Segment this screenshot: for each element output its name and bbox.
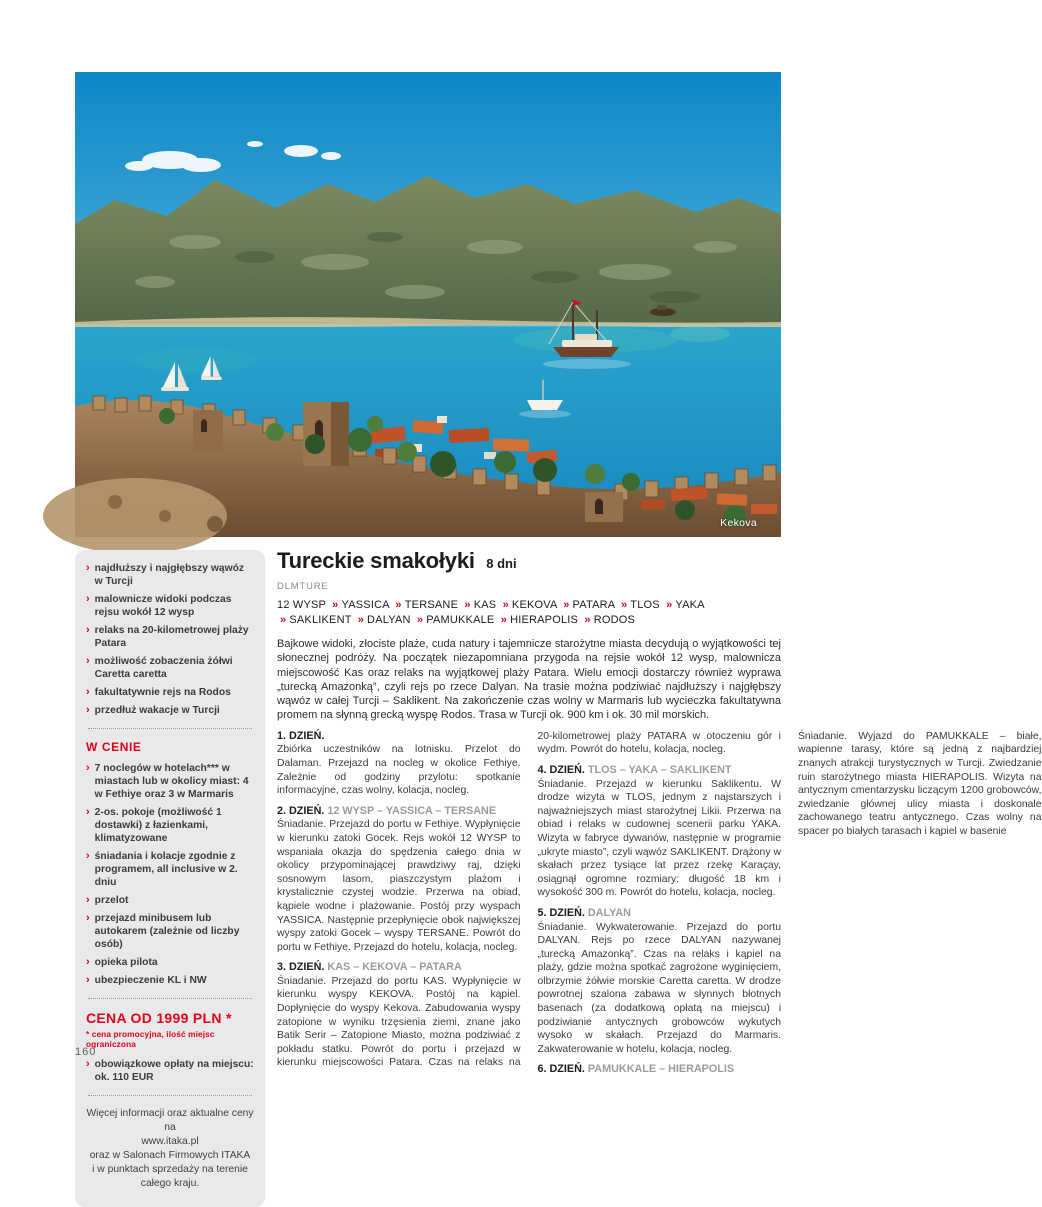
chevron-bullet-icon: › xyxy=(86,806,90,818)
chevron-bullet-icon: › xyxy=(86,894,90,906)
dotted-divider xyxy=(88,1095,252,1096)
tour-code: DLMTURE xyxy=(277,581,329,592)
chevron-bullet-icon: › xyxy=(86,655,90,667)
highlight-text: malownicze widoki podczas rejsu wokół 12 wysp xyxy=(94,594,232,618)
route-item: » PATARA xyxy=(560,599,614,611)
info-line-url: www.itaka.pl xyxy=(141,1136,199,1147)
highlight-item xyxy=(86,655,254,681)
itinerary xyxy=(277,729,1042,1084)
route-item: » HIERAPOLIS xyxy=(498,614,578,626)
kekova-photo-illustration xyxy=(75,72,781,537)
route-item: » DALYAN xyxy=(355,614,411,626)
day-body: Śniadanie. Przejazd w kierunku Saklikentu. W drodze wizyta w TLOS, jednym z najstarszych i najważniejszych miast starożytnej Likii. Przerwa na obiad i relaks w cudownej scenerii parku YAKA. Wizyta w fabryce dywanów, następnie w programie „ukryte miasto”, czyli wąwóz SAKLIKENT. Drążony w skałach przez tysiące lat przez rzekę Karaçay, osiągnął ogromne rozmiary: długość 18 km i wysokość 300 m. Powrót do hotelu, kolacja, nocleg. xyxy=(537,778,781,899)
chevron-bullet-icon: › xyxy=(86,593,90,605)
chevron-bullet-icon: › xyxy=(86,762,90,774)
route-item: » YAKA xyxy=(663,599,704,611)
day-heading: 3. DZIEŃ. KAS – KEKOVA – PATARA xyxy=(277,961,462,974)
w-cenie-item xyxy=(86,912,254,951)
w-cenie-item xyxy=(86,806,254,845)
route-separator: » xyxy=(502,599,509,611)
intro-paragraph: Bajkowe widoki, złociste plaże, cuda natury i tajemnicze starożytne miasta decydują o wyjątkowości tej słonecznej podróży. Na początek niezapomniana przygoda na rejsie wokół 12 wysp, malownicza miejscowość Kas oraz relaks na wyjątkowej plaży Patara. Wielu emocji dostarczy również wyprawa „turecką Amazonką”, czyli rejs po rzece Dalyan. Na trasie można podziwiać najdłuższy i najgłębszy wąwóz w całej Turcji – Saklikent. Na zakończenie czas wolny w Marmaris lub wycieczka fakultatywna promem na słynną grecką wyspę Rodos. Trasa w Turcji ok. 900 km i ok. 30 mil morskich. xyxy=(277,638,781,722)
route-item: » KEKOVA xyxy=(500,599,557,611)
highlight-text: możliwość zobaczenia żółwi Caretta caretta xyxy=(94,656,233,680)
day-body: Śniadanie. Wykwaterowanie. Przejazd do portu DALYAN. Rejs po rzece DALYAN nazywanej „turecką Amazonką”. Czas na relaks i kąpiel na plaży, gdzie można spotkać zagrożone wyginięciem, olbrzymie żółwie morskie Caretta caretta. W drodze powrotnej szalona zabawa w słynnych błotnych basenach (za dodatkową opłatą na miejscu) i podziwianie antycznych grobowców wykutych wysoko w skałach. Przejazd do Marmaris. Zakwaterowanie w hotelu, kolacja, nocleg. xyxy=(537,921,781,1055)
title-row xyxy=(277,549,781,576)
w-cenie-list xyxy=(86,762,254,987)
route-separator: » xyxy=(395,599,402,611)
day-body: Zbiórka uczestników na lotnisku. Przelot do Dalaman. Przejazd na nocleg w okolice Fethiye. Zależnie od godziny przylotu: spotkanie informacyjne, czas wolny, kolacja, nocleg. xyxy=(277,744,521,797)
day-heading: 4. DZIEŃ. TLOS – YAKA – SAKLIKENT xyxy=(537,763,732,776)
route-item: » SAKLIKENT xyxy=(277,614,351,626)
route-separator: » xyxy=(500,614,508,626)
chevron-bullet-icon: › xyxy=(86,704,90,716)
route-item: » YASSICA xyxy=(329,599,389,611)
route-separator: » xyxy=(464,599,471,611)
day-route: TLOS – YAKA – SAKLIKENT xyxy=(587,763,732,776)
extra-fee-text: obowiązkowe opłaty na miejscu: ok. 110 EUR xyxy=(94,1059,254,1083)
tour-title: Tureckie smakołyki xyxy=(277,548,475,573)
dotted-divider xyxy=(88,728,252,729)
day-route: DALYAN xyxy=(587,906,631,919)
info-line: oraz w Salonach Firmowych ITAKA xyxy=(89,1150,251,1161)
w-cenie-text: śniadania i kolacje zgodnie z programem, all inclusive w 2. dniu xyxy=(94,851,238,888)
w-cenie-item xyxy=(86,762,254,801)
day-heading: 5. DZIEŃ. DALYAN xyxy=(537,906,631,919)
w-cenie-text: przejazd minibusem lub autokarem (zależnie od liczby osób) xyxy=(94,913,240,950)
route-item: » TLOS xyxy=(618,599,660,611)
info-box xyxy=(86,1107,254,1191)
highlight-item xyxy=(86,686,254,699)
route-separator: » xyxy=(332,599,339,611)
w-cenie-text: 2-os. pokoje (możliwość 1 dostawki) z łazienkami, klimatyzowane xyxy=(94,807,222,844)
w-cenie-item xyxy=(86,850,254,889)
day-route: 12 WYSP – YASSICA – TERSANE xyxy=(327,804,497,817)
chevron-bullet-icon: › xyxy=(86,562,90,574)
day-block xyxy=(538,764,782,900)
chevron-bullet-icon: › xyxy=(86,1058,90,1070)
w-cenie-item xyxy=(86,956,254,969)
highlight-item xyxy=(86,624,254,650)
route-item: » TERSANE xyxy=(392,599,458,611)
highlight-text: fakultatywnie rejs na Rodos xyxy=(94,687,231,698)
w-cenie-item xyxy=(86,894,254,907)
day-route: PAMUKKALE – HIERAPOLIS xyxy=(587,1063,735,1076)
highlights-list xyxy=(86,562,254,717)
route-separator: » xyxy=(666,599,673,611)
day-body: Śniadanie. Wyjazd do PAMUKKALE – białe, wapienne tarasy, które są jedną z najbardziej znanych atrakcji turystycznych w Turcji. Zwiedzanie ruin starożytnego miasta HIERAPOLIS. Wizyta na antycznym cmentarzysku liczącym 1200 grobowców, zwiedzanie głównej ulicy miasta i doskonale zachowanego teatru antycznego. Czas wolny na spacer po białych tarasach i kąpiel w basenie xyxy=(798,730,1042,837)
route-item: 12 WYSP xyxy=(277,599,326,611)
day-block xyxy=(538,907,782,1057)
w-cenie-heading: W CENIE xyxy=(86,740,142,754)
day-block xyxy=(277,805,521,955)
tour-main xyxy=(277,548,1042,1084)
highlight-item xyxy=(86,704,254,717)
route-separator: » xyxy=(280,614,287,626)
route-separator: » xyxy=(584,614,591,626)
price-label: CENA OD 1999 PLN * xyxy=(86,1010,232,1026)
day-route: KAS – KEKOVA – PATARA xyxy=(327,961,462,974)
highlight-text: najdłuższy i najgłębszy wąwóz w Turcji xyxy=(94,563,245,587)
offer-sidebar xyxy=(75,550,265,1207)
highlight-text: przedłuż wakacje w Turcji xyxy=(94,705,220,716)
chevron-bullet-icon: › xyxy=(86,850,90,862)
highlight-text: relaks na 20-kilometrowej plaży Patara xyxy=(94,625,249,649)
tour-duration: 8 dni xyxy=(486,556,517,571)
chevron-bullet-icon: › xyxy=(86,912,90,924)
route-item: » PAMUKKALE xyxy=(414,614,495,626)
chevron-bullet-icon: › xyxy=(86,624,90,636)
day-body: Śniadanie. Przejazd do portu w Fethiye. Wypłynięcie w kierunku zatoki Gocek. Rejs wokół 12 WYSP to wspaniała okazja do spędzenia całego dnia w okolicy przypominającej prawdziwy raj, dzięki sosnowym lasom, piaszczystym plażom i krystalicznie czystej wodzie. Przerwa na obiad, kąpiele wodne i plażowanie. Postój przy wyspach YASSICA. Następnie przepłynięcie obok największej wyspy zatoki Gocek – wyspy TERSANE. Powrót do portu w Fethiye. Przejazd do hotelu, kolacja, nocleg. xyxy=(277,819,521,953)
extra-fee-item xyxy=(86,1058,254,1084)
info-line: i w punktach sprzedaży na terenie xyxy=(92,1164,248,1175)
w-cenie-text: 7 noclegów w hotelach*** w miastach lub w okolicy miast: 4 w Fethiye oraz 3 w Marmaris xyxy=(94,763,249,800)
dotted-divider xyxy=(88,998,252,999)
w-cenie-item xyxy=(86,974,254,987)
hero-photo xyxy=(75,72,781,537)
chevron-bullet-icon: › xyxy=(86,974,90,986)
info-line: Więcej informacji oraz aktualne ceny na xyxy=(86,1108,254,1133)
price-note: * cena promocyjna, ilość miejsc ograniczona xyxy=(86,1029,215,1049)
route-item: » RODOS xyxy=(581,614,635,626)
highlight-item xyxy=(86,562,254,588)
day-heading: 6. DZIEŃ. PAMUKKALE – HIERAPOLIS xyxy=(537,1063,735,1076)
page-number: 160 xyxy=(75,1046,97,1058)
day-body: Śniadanie. Przejazd do portu KAS. Wypłynięcie w kierunku wyspy KEKOVA. Postój na kąpiel. Dopłynięcie do wyspy Kekova. Zabudowania wyspy zatopione w wyniku trzęsienia ziemi, znane jako Batik Serir – Zatopione Miasto, można podziwiać z pokładu statku. Powrót do portu i przejazd w kierunku miejscowości Patara. Czas na relaks na 20-kilometrowej plaży PATARA w otoczeniu gór i wydm. Powrót do hotelu, kolacja, nocleg. xyxy=(277,730,781,1069)
highlight-item xyxy=(86,593,254,619)
photo-caption: Kekova xyxy=(720,517,757,529)
day-block xyxy=(277,730,521,798)
chevron-bullet-icon: › xyxy=(86,686,90,698)
info-line: całego kraju. xyxy=(140,1178,200,1189)
route-separator: » xyxy=(563,599,570,611)
w-cenie-text: przelot xyxy=(94,895,129,906)
route-line xyxy=(277,598,781,628)
w-cenie-text: ubezpieczenie KL i NW xyxy=(94,975,207,986)
route-separator: » xyxy=(416,614,424,626)
w-cenie-text: opieka pilota xyxy=(94,957,158,968)
day-heading: 2. DZIEŃ. 12 WYSP – YASSICA – TERSANE xyxy=(277,804,497,817)
chevron-bullet-icon: › xyxy=(86,956,90,968)
route-separator: » xyxy=(357,614,365,626)
route-separator: » xyxy=(620,599,628,611)
day-heading: 1. DZIEŃ. xyxy=(277,729,325,742)
route-item: » KAS xyxy=(461,599,496,611)
